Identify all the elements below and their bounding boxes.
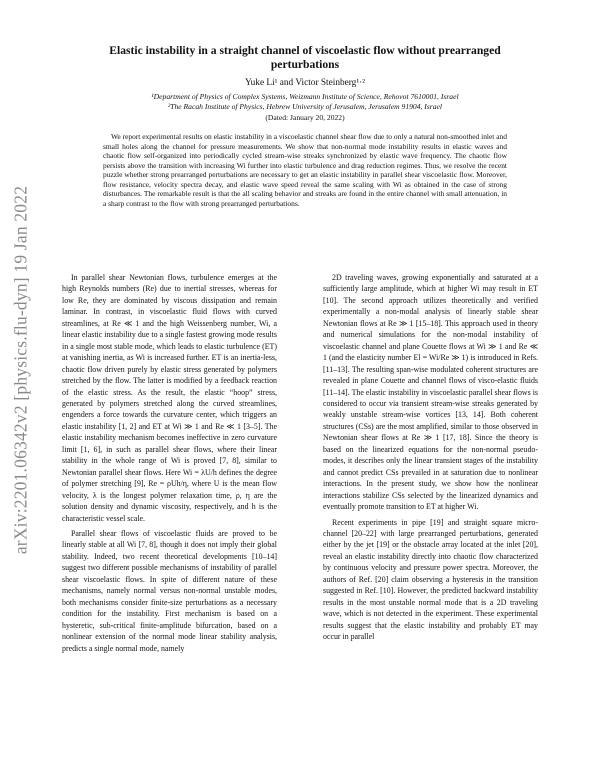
paper-title: Elastic instability in a straight channel of viscoelastic flow without prearranged perturbations <box>109 44 501 71</box>
body-paragraph: In parallel shear Newtonian flows, turbulence emerges at the high Reynolds numbers (Re) due to inertial stresses, whereas for low Re, they are dominated by viscous dissipation and remain laminar. In contrast, in viscoelastic fluid flows with curved streamlines, at Re ≪ 1 and the high Weissenberg number, Wi, a linear elastic instability due to a single fastest growing mode results in a single most stable mode, which leads to elastic turbulence (ET) at vanishing inertia, as Wi is increased further. ET is an inertia-less, chaotic flow driven purely by elastic stress generated by polymers stretched by the flow. The latter is modified by a feedback reaction of the elastic stress. As the result, the elastic “hoop” stress, generated by polymers stretched along the curved streamlines, engenders a force towards the curvature center, which triggers an elastic instability [1, 2] and ET at Wi ≫ 1 and Re ≪ 1 [3–5]. The elastic instability mechanism becomes ineffective in zero curvature limit [1, 6], in such as parallel shear flows, where their linear stability in the whole range of Wi is proved [7, 8], similar to Newtonian parallel shear flows. Here Wi = λU/h defines the degree of polymer stretching [9], Re = ρUh/η, where U is the mean flow velocity, λ is the longest polymer relaxation time, ρ, η are the solution density and dynamic viscosity, respectively, and h is the characteristic vessel scale. <box>62 273 277 523</box>
affiliation-2: ²The Racah Institute of Physics, Hebrew University of Jerusalem, Jerusalem 91904, Israel <box>167 102 443 111</box>
arxiv-stamp <box>6 110 36 630</box>
body-paragraph: Recent experiments in pipe [19] and straight square micro-channel [20–22] with large prearranged perturbations, generated either by the jet [19] or the obstacle array located at the inlet [20], reveal an elastic instability directly into chaotic flow characterized by continuous velocity and pressure power spectra. Moreover, the authors of Ref. [20] claim observing a hysteresis in the transition suggested in Ref. [10]. However, the predicted backward instability results in the most unstable normal mode that is a 2D traveling wave, which is not detected in the experiment. These experimental results suggest that the elastic instability and probably ET may occur in parallel <box>323 517 538 642</box>
right-column <box>323 272 538 643</box>
arxiv-stamp-text: arXiv:2201.06342v2 [physics.flu-dyn] 19 Jan 2022 <box>10 185 31 555</box>
left-column <box>62 272 277 654</box>
body-paragraph: 2D traveling waves, growing exponentially and saturated at a sufficiently large amplitude, which at higher Wi may result in ET [10]. The second approach utilizes theoretically and verified experimentally a non-modal analysis of linearly stable shear Newtonian flows at Re ≫ 1 [15–18]. This approach used in theory and numerical simulations for the non-modal instability of viscoelastic channel and plane Couette flows at Wi ≫ 1 and Re ≪ 1 (and the elasticity number El = Wi/Re ≫ 1) is introduced in Refs. [11–13]. The resulting span-wise modulated coherent structures are revealed in plane Couette and channel flows of visco-elastic fluids [11–14]. The elastic instability in viscoelastic parallel shear flows is considered to occur via transient stream-wise streaks generated by weakly unstable stream-wise vortices [13, 14]. Both coherent structures (CSs) are the most amplified, similar to those observed in Newtonian shear flows at Re ≫ 1 [17, 18]. Since the theory is based on the linearized equations for the non-normal pseudo-modes, it describes only the linear transient stages of the instability and cannot predict CSs prevailed in at saturation due to nonlinear interactions. In the present study, we show how the nonlinear interactions stabilize CSs selected by the linearized dynamics and eventually promote transition to ET at higher Wi. <box>323 273 538 512</box>
author-list: Yuke Li¹ and Victor Steinberg¹·² <box>244 78 366 88</box>
abstract: We report experimental results on elastic instability in a viscoelastic channel shear flow due to only a natural non-smoothed inlet and small holes along the channel for pressure measurements. We show that non-normal mode instability results in elastic waves and chaotic flow self-organized into periodically cycled stream-wise streaks synchronized by elastic wave frequency. The chaotic flow persists above the transition with increasing Wi further into elastic turbulence and drag reduction regimes. Thus, we resolve the recent puzzle whether strong prearranged perturbations are necessary to get an elastic instability in parallel shear viscoelastic flow. Moreover, flow resistance, velocity spectra decay, and elastic wave speed reveal the same scaling with Wi as obtained in the case of strong disturbances. The remarkable result is that the all scaling behavior and streaks are found in the entire channel with small attenuation, in a sharp contrast to the flow with strong prearranged perturbations. <box>103 132 507 208</box>
body-paragraph: Parallel shear flows of viscoelastic fluids are proved to be linearly stable at all Wi [7, 8], though it does not imply their global stability. Indeed, two recent theoretical developments [10–14] suggest two different possible mechanisms of instability of parallel shear viscoelastic flows. In spite of different nature of these mechanisms, namely normal versus non-normal unstable modes, both mechanisms consider finite-size perturbations as a necessary condition for the instability. First mechanism is based on a hysteretic, sub-critical finite-amplitude bifurcation, based on a nonlinear extension of the normal mode linear stability analysis, predicts a single normal mode, namely <box>62 528 277 653</box>
date-line: (Dated: January 20, 2022) <box>265 113 345 122</box>
affiliation-1: ¹Department of Physics of Complex Systems, Weizmann Institute of Science, Rehovot 7610001, Israel <box>151 92 459 101</box>
